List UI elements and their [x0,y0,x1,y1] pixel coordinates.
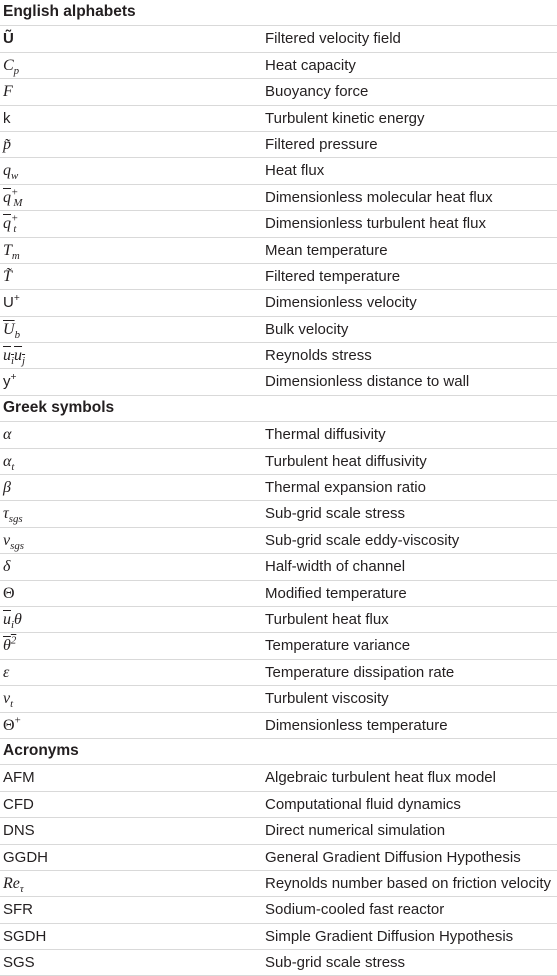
table-row [0,26,557,52]
definition-cell: Turbulent heat diffusivity [265,452,427,470]
symbol-cell: $\overline{q}^+_t$ [3,212,19,236]
definition-cell: Sub-grid scale eddy-viscosity [265,531,460,549]
table-row [0,897,557,923]
definition-cell: Temperature variance [265,637,411,655]
table-row [0,106,557,132]
table-row [0,343,557,369]
table-row [0,660,557,686]
symbol-cell: δ [3,558,11,576]
table-row [0,158,557,184]
table-row [0,317,557,343]
definition-cell: Bulk velocity [265,320,349,338]
table-row [0,475,557,501]
table-row [0,845,557,871]
definition-cell: Heat flux [265,162,325,180]
table-row [0,792,557,818]
table-row [0,765,557,791]
symbol-cell: F [3,83,13,101]
definition-cell: Turbulent heat flux [265,610,389,628]
table-row [0,686,557,712]
table-row [0,369,557,395]
symbol-cell: DNS [3,822,35,840]
definition-cell: Filtered temperature [265,267,401,285]
table-row [0,501,557,527]
symbol-cell: GGDH [3,848,48,866]
section-header-acronyms [0,739,557,765]
definition-cell: General Gradient Diffusion Hypothesis [265,848,521,866]
definition-cell: Dimensionless molecular heat flux [265,188,493,206]
definition-cell: Dimensionless distance to wall [265,373,470,391]
definition-cell: Algebraic turbulent heat flux model [265,769,496,787]
definition-cell: Mean temperature [265,241,388,259]
table-row [0,264,557,290]
definition-cell: Modified temperature [265,584,407,602]
section-heading: Greek symbols [3,398,115,416]
section-header-greek [0,396,557,422]
symbol-cell: β [3,479,11,497]
definition-cell: Dimensionless temperature [265,716,448,734]
symbol-cell: $\theta^2$ [3,635,17,655]
table-row [0,185,557,211]
table-row [0,422,557,448]
definition-cell: Sodium-cooled fast reactor [265,901,445,919]
definition-cell: Filtered pressure [265,135,378,153]
table-row [0,211,557,237]
symbol-cell: T̃ [3,267,12,285]
symbol-cell: $\overline{u}_i\theta$ [3,610,22,632]
symbol-cell: Θ+ [3,714,21,734]
symbol-cell: ε [3,663,10,681]
table-row [0,581,557,607]
symbol-cell: Ũ [3,30,14,48]
table-row [0,79,557,105]
table-row [0,238,557,264]
definition-cell: Sub-grid scale stress [265,505,406,523]
section-heading: Acronyms [3,741,79,759]
definition-cell: Reynolds stress [265,347,372,365]
symbol-cell: k [3,109,11,127]
definition-cell: Dimensionless turbulent heat flux [265,215,486,233]
definition-cell: Direct numerical simulation [265,822,446,840]
symbol-cell: $\overline{q}^+_M$ [3,186,23,209]
symbol-cell: p̃ [3,135,11,153]
definition-cell: Half-width of channel [265,558,406,576]
symbol-cell: AFM [3,769,35,787]
table-row [0,554,557,580]
definition-cell: Reynolds number based on friction velocity [265,874,551,892]
definition-cell: Thermal expansion ratio [265,479,426,497]
table-row [0,713,557,739]
definition-cell: Heat capacity [265,56,356,74]
symbol-cell: $\overline{U}_b$ [3,320,20,341]
definition-cell: Buoyancy force [265,83,369,101]
table-row [0,53,557,79]
table-row [0,871,557,897]
definition-cell: Turbulent kinetic energy [265,109,425,127]
symbol-cell: α [3,426,12,444]
symbol-cell: $\tau_{sgs}$ [3,505,23,526]
definition-cell: Thermal diffusivity [265,426,386,444]
table-row [0,924,557,950]
symbol-cell: $C_p$ [3,56,20,77]
symbol-cell: $\alpha_t$ [3,452,15,473]
section-header-english [0,0,557,26]
symbol-cell: $T_m$ [3,241,20,262]
symbol-cell: $Re_\tau$ [3,874,24,896]
definition-cell: Dimensionless velocity [265,294,417,312]
definition-cell: Simple Gradient Diffusion Hypothesis [265,927,514,945]
section-heading: English alphabets [3,3,136,20]
table-row [0,290,557,316]
table-row [0,132,557,158]
table-row [0,633,557,659]
table-row [0,528,557,554]
symbol-cell: $\nu_{sgs}$ [3,531,25,552]
symbol-cell: CFD [3,795,34,813]
definition-cell: Sub-grid scale stress [265,954,406,972]
symbol-cell: SFR [3,901,33,919]
symbol-cell: SGDH [3,927,47,945]
definition-cell: Turbulent viscosity [265,690,389,708]
symbol-cell: $\nu_t$ [3,690,14,711]
table-row [0,818,557,844]
symbol-cell: y+ [3,372,17,391]
table-row [0,950,557,976]
table-row [0,449,557,475]
symbol-cell: SGS [3,954,35,972]
definition-cell: Temperature dissipation rate [265,663,455,681]
symbol-cell: $q_w$ [3,162,19,183]
symbol-cell: $u_iu_j$ [3,347,26,368]
table-row [0,607,557,633]
definition-cell: Computational fluid dynamics [265,795,461,813]
symbol-cell: U+ [3,293,20,312]
symbol-cell: Θ [3,584,15,602]
definition-cell: Filtered velocity field [265,30,401,48]
